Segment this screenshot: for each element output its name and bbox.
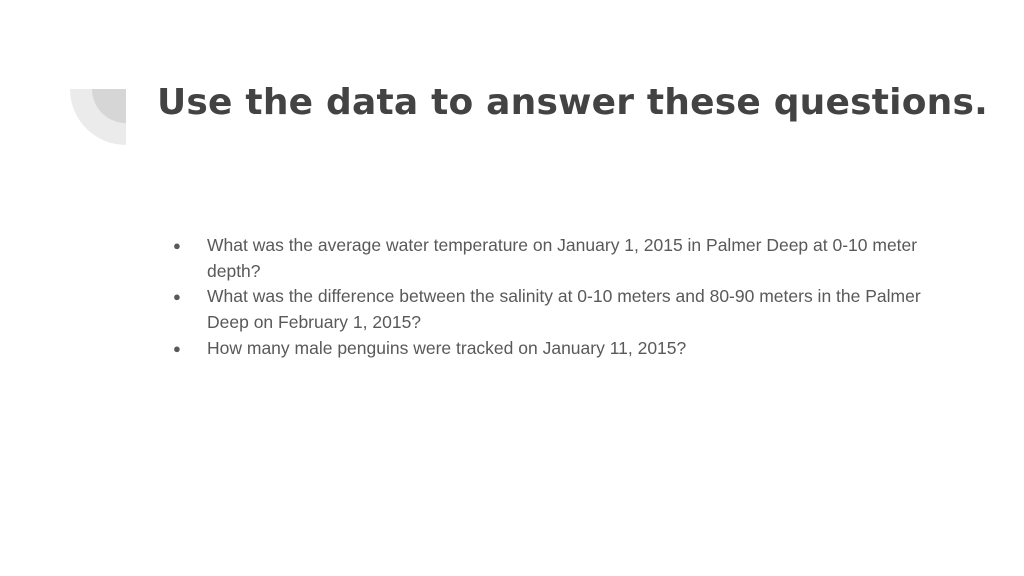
question-list	[170, 233, 940, 362]
bullet-dot-icon: ●	[173, 289, 181, 305]
question-text: What was the average water temperature on January 1, 2015 in Palmer Deep at 0-10 meter depth?	[207, 235, 918, 281]
question-item	[170, 336, 940, 362]
question-text: What was the difference between the salinity at 0-10 meters and 80-90 meters in the Palmer Deep on February 1, 2015?	[207, 286, 921, 333]
bullet-dot-icon: ●	[173, 340, 181, 356]
question-item	[170, 284, 940, 335]
slide-title: Use the data to answer these questions.	[157, 82, 988, 123]
bullet-dot-icon: ●	[173, 238, 181, 253]
corner-quarter-circle-icon	[70, 89, 126, 145]
question-text: How many male penguins were tracked on January 11, 2015?	[207, 337, 687, 358]
question-item	[170, 233, 940, 284]
